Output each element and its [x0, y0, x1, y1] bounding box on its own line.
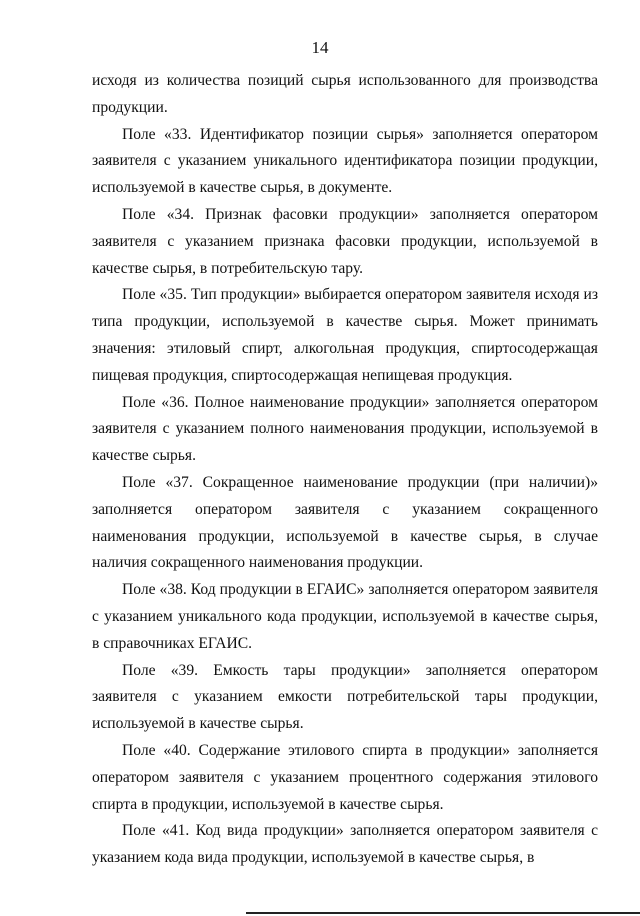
- paragraph-field-35: Поле «35. Тип продукции» выбирается оператором заявителя исходя из типа продукции, используемой в качестве сырья. Может принимать значения: этиловый спирт, алкогольная продукция, спиртосодержащая пищевая продукция, спиртосодержащая непищевая продукция.: [92, 286, 598, 384]
- scan-edge-line: [246, 912, 640, 914]
- paragraph-field-41: Поле «41. Код вида продукции» заполняется оператором заявителя с указанием кода вида продукции, используемой в качестве сырья, в: [92, 822, 598, 867]
- paragraph-field-33: Поле «33. Идентификатор позиции сырья» заполняется оператором заявителя с указанием уникального идентификатора позиции продукции, используемой в качестве сырья, в документе.: [92, 125, 598, 197]
- page-number: 14: [311, 38, 329, 57]
- paragraph-continuation: исходя из количества позиций сырья использованного для производства продукции.: [92, 72, 598, 116]
- paragraph-field-36: Поле «36. Полное наименование продукции» заполняется оператором заявителя с указанием полного наименования продукции, используемой в качестве сырья.: [92, 393, 598, 465]
- document-body: [92, 68, 598, 872]
- paragraph-field-40: Поле «40. Содержание этилового спирта в продукции» заполняется оператором заявителя с указанием процентного содержания этилового спирта в продукции, используемой в качестве сырья.: [92, 741, 598, 813]
- paragraph-field-39: Поле «39. Емкость тары продукции» заполняется оператором заявителя с указанием емкости потребительской тары продукции, используемой в качестве сырья.: [92, 661, 598, 733]
- paragraph-field-37: Поле «37. Сокращенное наименование продукции (при наличии)» заполняется оператором заявителя с указанием сокращенного наименования продукции, используемой в качестве сырья, в случае наличия сокращенного наименования продукции.: [92, 473, 598, 572]
- paragraph-field-38: Поле «38. Код продукции в ЕГАИС» заполняется оператором заявителя с указанием уникального кода продукции, используемой в качестве сырья, в справочниках ЕГАИС.: [92, 581, 598, 652]
- paragraph-field-34: Поле «34. Признак фасовки продукции» заполняется оператором заявителя с указанием признака фасовки продукции, используемой в качестве сырья, в потребительскую тару.: [92, 205, 598, 277]
